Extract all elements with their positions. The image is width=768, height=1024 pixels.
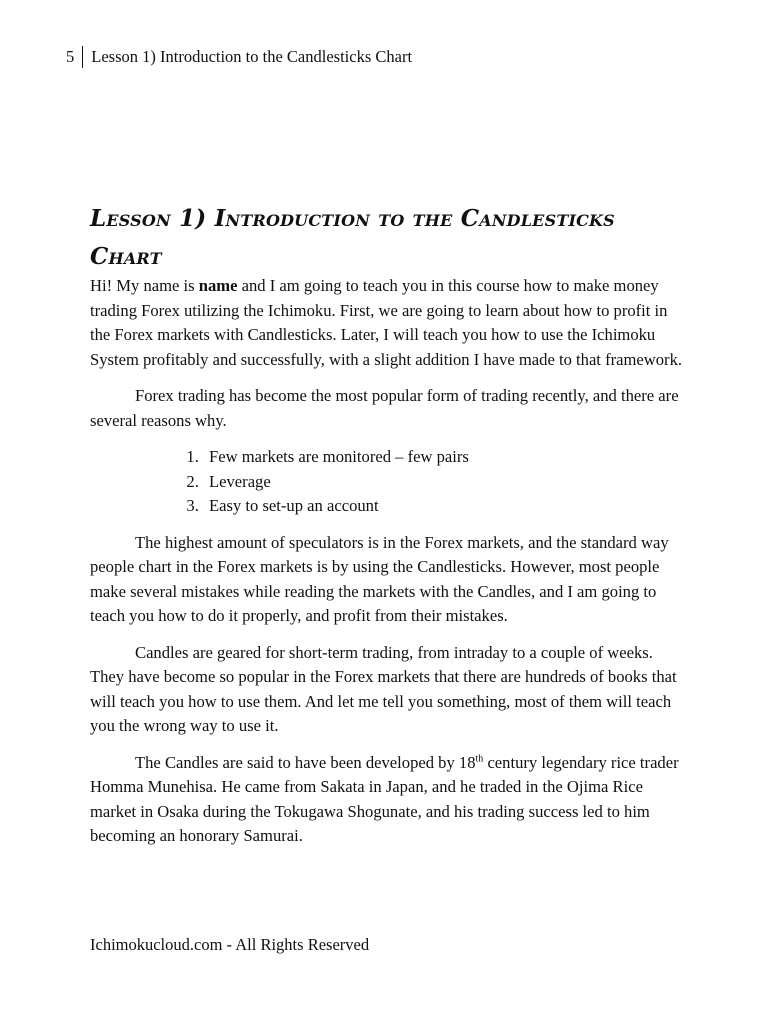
candles-paragraph: Candles are geared for short-term trading, from intraday to a couple of weeks. They have become so popular in the Forex markets that there are hundreds of books that will teach you how to use them. And let me tell you something, most of them will teach you the wrong way to use it. <box>90 642 677 735</box>
list-item: 3. Easy to set-up an account <box>203 494 690 519</box>
intro-text-2: and I am going to teach you in this course how to make money trading Forex utilizing the Ichimoku. First, we are going to learn about how to profit in the Forex markets with Candlesticks. Later, I will teach you how to use the Ichimoku System profitably and successfully, with a slight addition I have made to that framework. <box>90 276 683 369</box>
header-divider <box>82 46 83 68</box>
forex-paragraph: Forex trading has become the most popular form of trading recently, and there are several reasons why. <box>90 386 679 430</box>
intro-paragraph <box>90 274 690 372</box>
page-number: 5 <box>66 47 75 66</box>
author-name: name <box>198 276 238 295</box>
intro-greeting: Hi! <box>90 276 113 295</box>
lesson-body <box>90 274 690 861</box>
history-text-1: The Candles are said to have been developed by 18 <box>135 752 476 772</box>
history-text-2: century legendary rice trader Homma Munehisa. He came from Sakata in Japan, and he traded in the Ojima Rice market in Osaka during the Tokugawa Shogunate, and his trading success led to him becoming an honorary Samurai. <box>90 752 679 845</box>
page-header <box>66 46 412 68</box>
history-paragraph <box>90 751 690 849</box>
list-item: 1. Few markets are monitored – few pairs <box>203 445 690 470</box>
ordinal-suffix: th <box>475 752 484 764</box>
lesson-title: Lesson 1) Introduction to the Candlesticks Chart <box>90 205 615 270</box>
running-title: Lesson 1) Introduction to the Candlesticks Chart <box>91 47 413 66</box>
list-item: 2. Leverage <box>203 470 690 495</box>
speculators-paragraph: The highest amount of speculators is in the Forex markets, and the standard way people chart in the Forex markets is by using the Candlesticks. However, most people make several mistakes while reading the markets with the Candles, and I am going to teach you how to do it properly, and profit from their mistakes. <box>90 532 669 625</box>
page-footer: Ichimokucloud.com - All Rights Reserved <box>90 935 370 954</box>
intro-text-1: My name is <box>112 276 199 295</box>
reasons-list <box>90 445 690 519</box>
